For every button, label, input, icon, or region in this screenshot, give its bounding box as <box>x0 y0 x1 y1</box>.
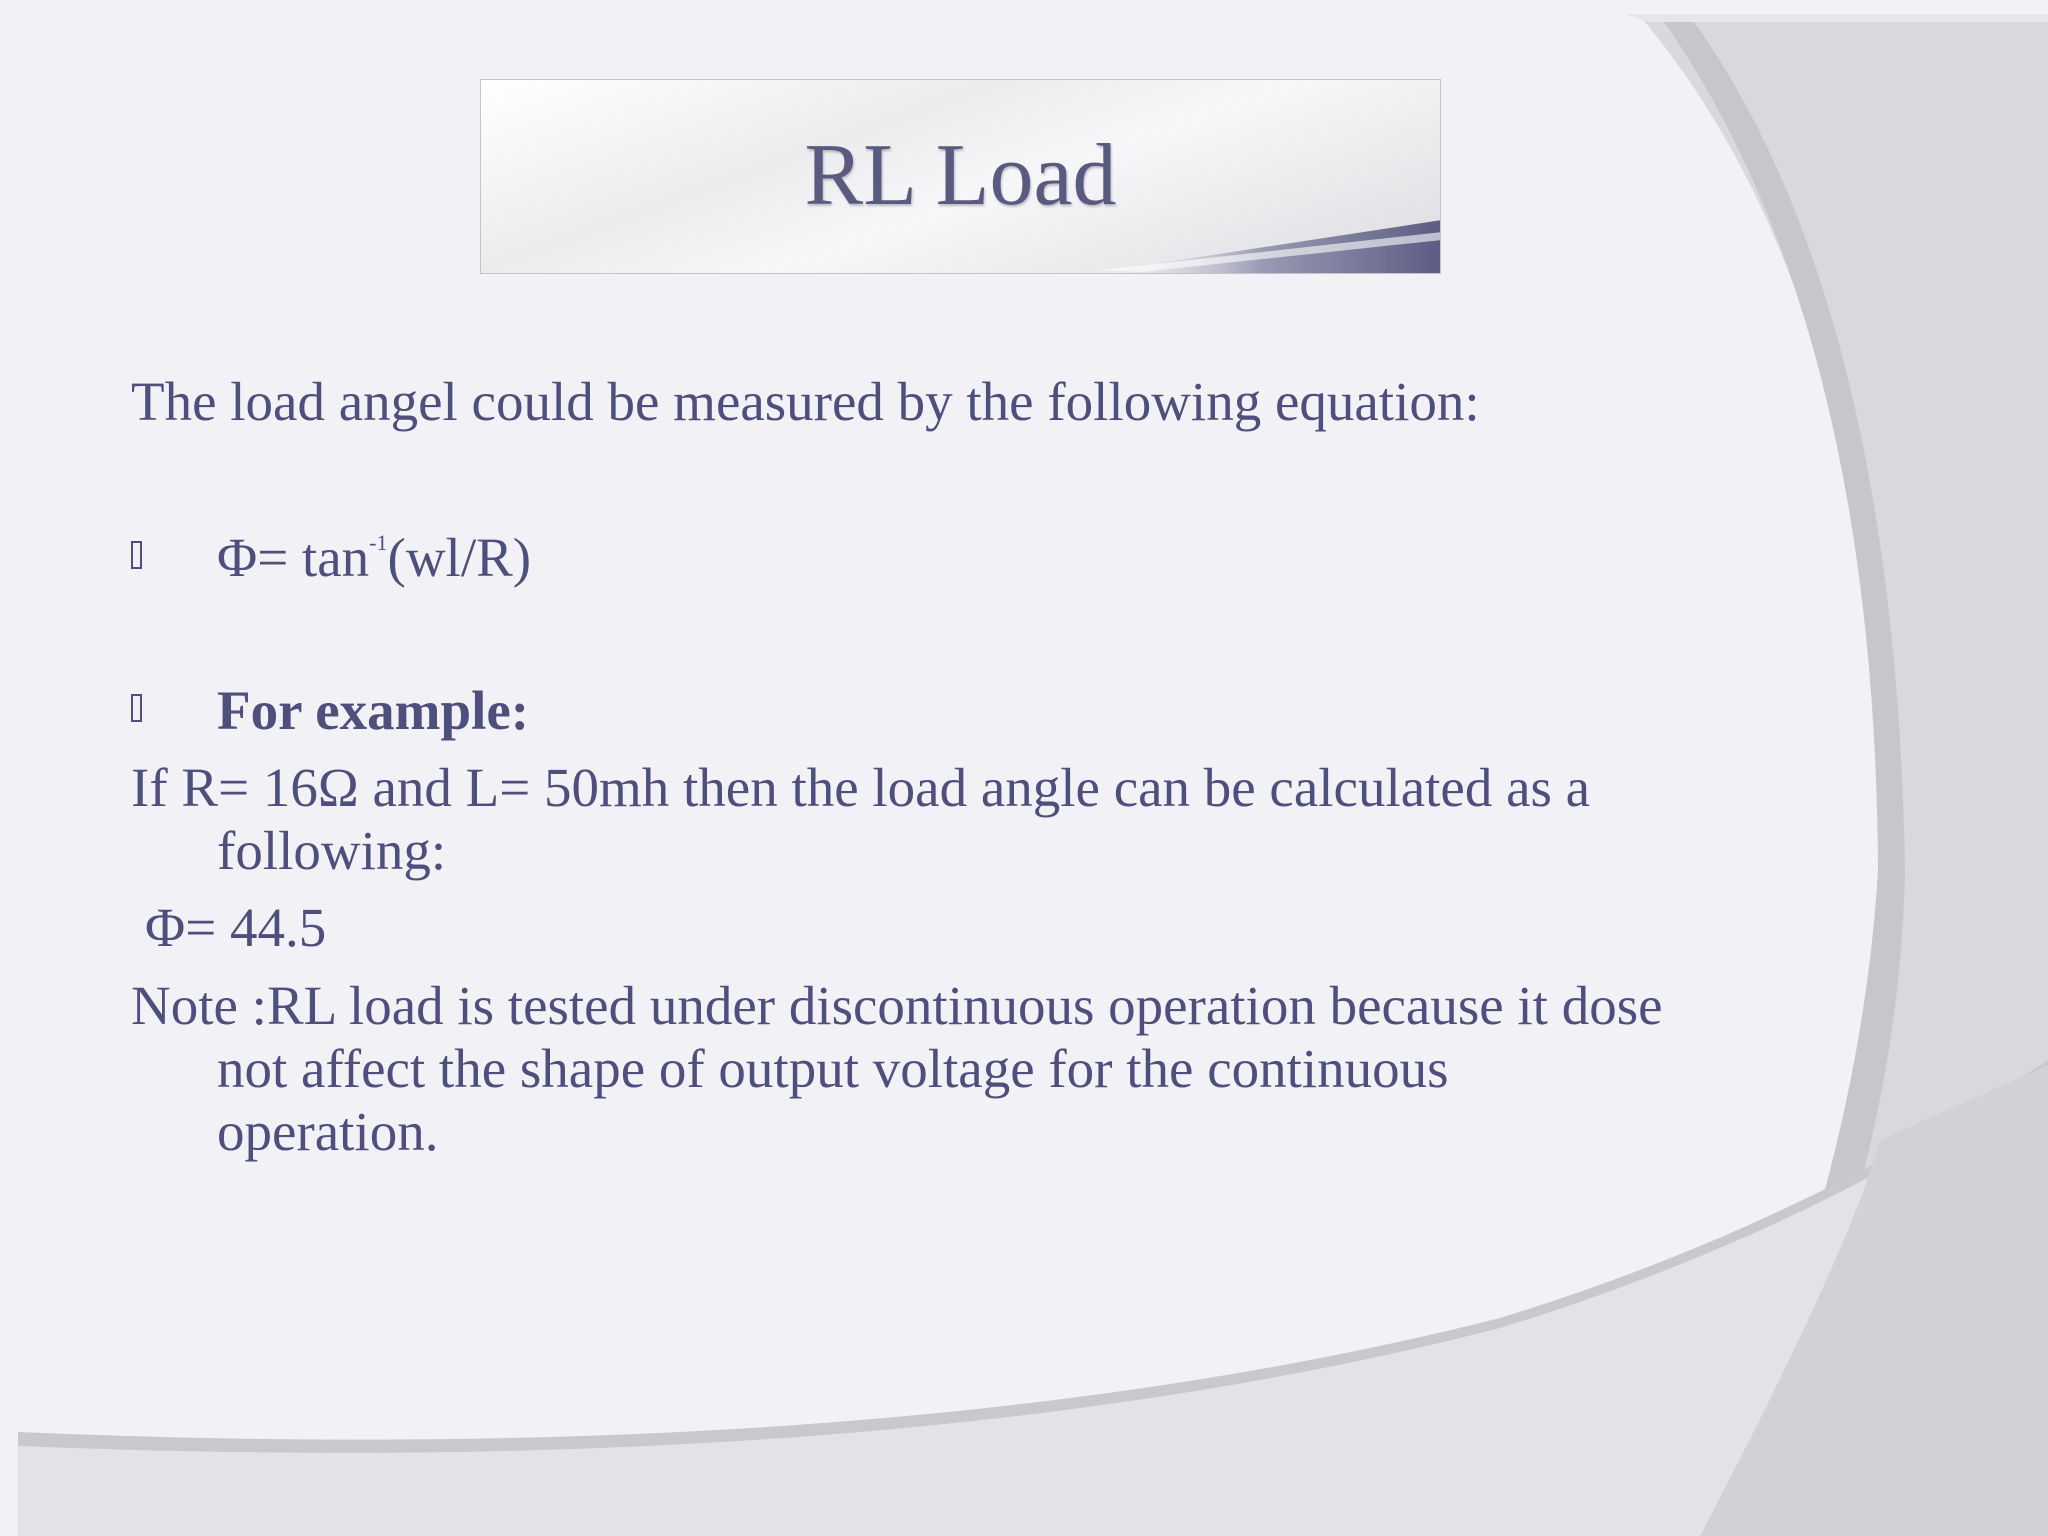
equation-text <box>217 526 531 589</box>
example-heading: For example: <box>217 680 530 741</box>
example-line-1: If R= 16Ω and L= 50mh then the load angle can be calculated as a <box>131 757 1591 818</box>
intro-text: The load angel could be measured by the following equation: <box>131 371 1480 432</box>
equation-superscript: -1 <box>369 530 388 555</box>
note-line-3: operation. <box>217 1101 439 1162</box>
bullet-icon <box>131 541 142 569</box>
note-line-1: Note :RL load is tested under discontinuous operation because it dose <box>131 975 1663 1036</box>
equation-prefix: Φ= tan <box>217 527 370 588</box>
example-line-2: following: <box>217 820 447 881</box>
note-line-2: not affect the shape of output voltage for the continuous <box>217 1038 1449 1099</box>
result-text: Φ= 44.5 <box>145 897 327 958</box>
equation-suffix: (wl/R) <box>387 527 532 588</box>
slide-title: RL Load <box>804 127 1117 224</box>
bullet-icon <box>131 694 142 722</box>
